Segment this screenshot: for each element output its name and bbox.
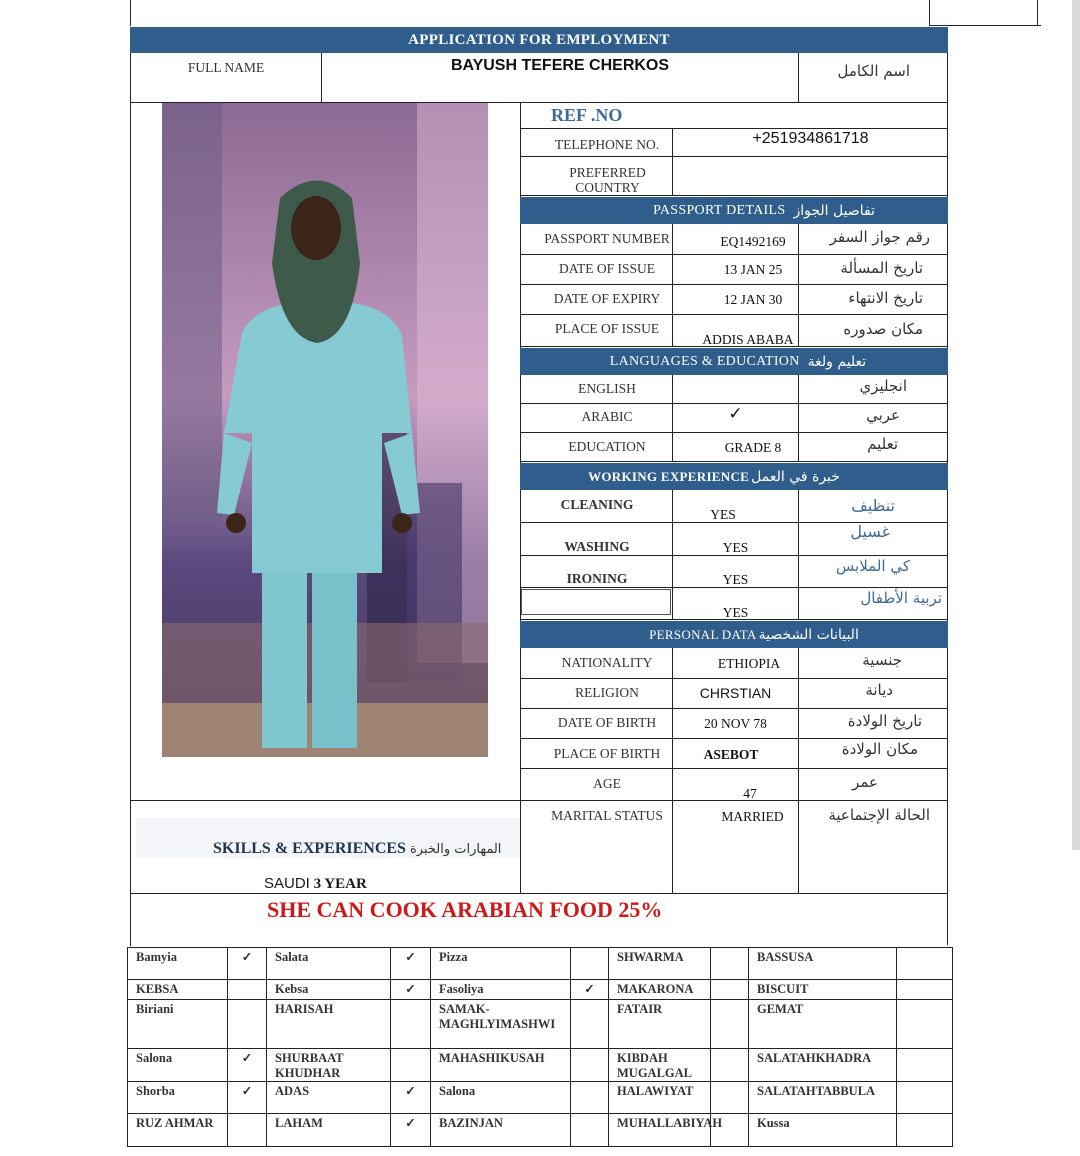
food-table	[127, 947, 953, 1147]
childcare-value: YES	[722, 605, 749, 620]
food-check-cell	[391, 1049, 431, 1082]
food-name-cell: SALATAHTABBULA	[749, 1082, 897, 1114]
food-name-cell: KEBSA	[128, 980, 228, 1000]
food-check-cell	[711, 1082, 749, 1114]
food-name-cell: SALATAHKHADRA	[749, 1049, 897, 1082]
languages-title-ar: تعليم ولغة	[807, 353, 867, 370]
dob-value: 20 NOV 78	[704, 716, 767, 731]
nationality-label: NATIONALITY	[561, 655, 653, 670]
food-name-cell: KIBDAH MUGALGAL	[609, 1049, 711, 1082]
preferred-country-label: PREFERRED COUNTRY	[569, 165, 646, 195]
food-name-cell: Salona	[431, 1082, 571, 1114]
food-name-cell: MUHALLABIYAH	[609, 1114, 711, 1147]
skills-experience-row	[264, 875, 367, 893]
experience-section-header	[520, 463, 948, 490]
food-check-cell: ✓	[228, 1082, 267, 1114]
childcare-ar: تربية الأطفال	[860, 589, 942, 607]
personal-title: PERSONAL DATA	[649, 626, 757, 642]
food-check-cell: ✓	[391, 1082, 431, 1114]
washing-label: WASHING	[564, 539, 630, 554]
skills-country: SAUDI	[264, 875, 310, 892]
personal-section-header	[520, 621, 948, 648]
telephone-label: TELEPHONE NO.	[554, 137, 660, 152]
passport-number-ar: رقم جواز السفر	[829, 228, 930, 246]
food-check-cell	[571, 948, 609, 980]
religion-ar: ديانة	[865, 681, 893, 699]
food-check-cell	[897, 1082, 953, 1114]
food-row	[128, 980, 953, 1000]
food-check-cell	[711, 980, 749, 1000]
food-name-cell: GEMAT	[749, 1000, 897, 1049]
food-check-cell: ✓	[571, 980, 609, 1000]
applicant-photo	[162, 103, 488, 757]
passport-number-value: EQ1492169	[720, 234, 786, 249]
religion-value: CHRSTIAN	[699, 685, 772, 701]
food-check-cell	[228, 980, 267, 1000]
pob-ar: مكان الولادة	[841, 740, 918, 758]
food-name-cell: Bamyia	[128, 948, 228, 980]
form-title: APPLICATION FOR EMPLOYMENT	[130, 27, 948, 53]
arabic-label: ARABIC	[581, 409, 633, 424]
arabic-check: ✓	[728, 404, 743, 423]
food-name-cell: MAHASHIKUSAH	[431, 1049, 571, 1082]
experience-title: WORKING EXPERIENCE	[588, 468, 750, 484]
food-row	[128, 1049, 953, 1082]
food-check-cell	[571, 1049, 609, 1082]
marital-status-value: MARRIED	[721, 809, 784, 824]
food-name-cell: HALAWIYAT	[609, 1082, 711, 1114]
food-check-cell	[571, 1000, 609, 1049]
food-check-cell: ✓	[391, 980, 431, 1000]
full-name-label: FULL NAME	[187, 60, 265, 75]
cleaning-label: CLEANING	[560, 497, 634, 512]
ironing-value: YES	[722, 572, 749, 587]
passport-title: PASSPORT DETAILS	[653, 202, 786, 218]
food-check-cell	[391, 1000, 431, 1049]
food-check-cell	[571, 1082, 609, 1114]
place-of-issue-ar: مكان صدوره	[843, 320, 923, 338]
food-name-cell: Fasoliya	[431, 980, 571, 1000]
food-name-cell: ADAS	[267, 1082, 391, 1114]
full-name-arabic: اسم الكامل	[837, 62, 910, 80]
personal-title-ar: البيانات الشخصية	[758, 626, 859, 643]
food-check-cell: ✓	[391, 948, 431, 980]
food-name-cell: Shorba	[128, 1082, 228, 1114]
food-name-cell: BISCUIT	[749, 980, 897, 1000]
english-label: ENGLISH	[578, 381, 636, 396]
food-row	[128, 948, 953, 980]
skills-title: SKILLS & EXPERIENCES	[213, 840, 406, 857]
food-check-cell: ✓	[228, 1049, 267, 1082]
passport-number-label: PASSPORT NUMBER	[544, 231, 670, 246]
food-check-cell	[897, 980, 953, 1000]
experience-title-ar: خبرة في العمل	[751, 468, 840, 485]
date-of-issue-value: 13 JAN 25	[723, 262, 783, 277]
english-ar: انجليزي	[859, 377, 907, 395]
age-ar: عمر	[852, 773, 878, 791]
cleaning-ar: تنظيف	[851, 496, 895, 515]
food-name-cell: LAHAM	[267, 1114, 391, 1147]
food-name-cell: Biriani	[128, 1000, 228, 1049]
languages-section-header	[520, 348, 948, 375]
dob-label: DATE OF BIRTH	[557, 715, 657, 730]
food-check-cell	[571, 1114, 609, 1147]
food-name-cell: BASSUSA	[749, 948, 897, 980]
nationality-value: ETHIOPIA	[717, 656, 781, 671]
food-name-cell: Kussa	[749, 1114, 897, 1147]
date-of-expiry-ar: تاريخ الانتهاء	[848, 289, 923, 307]
marital-status-label: MARITAL STATUS	[551, 808, 663, 823]
food-check-cell	[897, 1000, 953, 1049]
cook-note: SHE CAN COOK ARABIAN FOOD 25%	[267, 897, 663, 922]
food-name-cell: SHURBAAT KHUDHAR	[267, 1049, 391, 1082]
food-row	[128, 1114, 953, 1147]
education-label: EDUCATION	[568, 439, 646, 454]
marital-status-ar: الحالة الإجتماعية	[828, 806, 930, 824]
passport-section-header	[520, 197, 948, 224]
date-of-expiry-value: 12 JAN 30	[723, 292, 783, 307]
food-check-cell	[711, 948, 749, 980]
food-name-cell: Pizza	[431, 948, 571, 980]
skills-title-ar: المهارات والخبرة	[409, 842, 502, 857]
date-of-expiry-label: DATE OF EXPIRY	[553, 291, 661, 306]
food-row	[128, 1000, 953, 1049]
food-check-cell	[897, 1114, 953, 1147]
food-check-cell	[897, 948, 953, 980]
languages-title: LANGUAGES & EDUCATION	[609, 353, 800, 369]
ironing-label: IRONING	[566, 571, 628, 586]
food-name-cell: Kebsa	[267, 980, 391, 1000]
pob-label: PLACE OF BIRTH	[553, 746, 661, 761]
place-of-issue-label: PLACE OF ISSUE	[554, 321, 660, 336]
food-check-cell	[711, 1049, 749, 1082]
food-check-cell	[228, 1000, 267, 1049]
place-of-issue-value: ADDIS ABABA	[702, 332, 794, 347]
food-name-cell: FATAIR	[609, 1000, 711, 1049]
food-name-cell: SAMAK-MAGHLYIMASHWI	[431, 1000, 571, 1049]
food-row	[128, 1082, 953, 1114]
telephone-value: +251934861718	[752, 130, 869, 147]
pob-value: ASEBOT	[703, 747, 759, 762]
education-ar: تعليم	[867, 435, 898, 453]
ref-no-label: REF .NO	[551, 105, 623, 125]
food-name-cell: BAZINJAN	[431, 1114, 571, 1147]
food-name-cell: SHWARMA	[609, 948, 711, 980]
date-of-issue-label: DATE OF ISSUE	[558, 261, 655, 276]
passport-title-ar: تفاصيل الجواز	[793, 202, 875, 219]
age-label: AGE	[593, 776, 621, 791]
food-name-cell: MAKARONA	[609, 980, 711, 1000]
food-check-cell: ✓	[228, 948, 267, 980]
washing-value: YES	[722, 540, 749, 555]
religion-label: RELIGION	[575, 685, 639, 700]
nationality-ar: جنسية	[862, 651, 902, 669]
arabic-ar: عربي	[866, 406, 900, 424]
food-check-cell	[897, 1049, 953, 1082]
age-value: 47	[743, 786, 757, 801]
ironing-ar: كي الملابس	[835, 557, 910, 575]
food-name-cell: Salata	[267, 948, 391, 980]
date-of-issue-ar: تاريخ المسألة	[840, 259, 923, 277]
cleaning-value: YES	[710, 507, 736, 522]
skills-title-row	[213, 840, 501, 858]
dob-ar: تاريخ الولادة	[847, 712, 922, 730]
full-name-value: BAYUSH TEFERE CHERKOS	[450, 57, 670, 74]
education-value: GRADE 8	[724, 440, 782, 455]
childcare-empty-field	[521, 589, 671, 615]
food-check-cell: ✓	[391, 1114, 431, 1147]
food-name-cell: HARISAH	[267, 1000, 391, 1049]
food-check-cell	[711, 1000, 749, 1049]
food-name-cell: RUZ AHMAR	[128, 1114, 228, 1147]
food-check-cell	[228, 1114, 267, 1147]
washing-ar: غسيل	[850, 522, 890, 541]
skills-years: 3 YEAR	[313, 876, 367, 892]
food-name-cell: Salona	[128, 1049, 228, 1082]
